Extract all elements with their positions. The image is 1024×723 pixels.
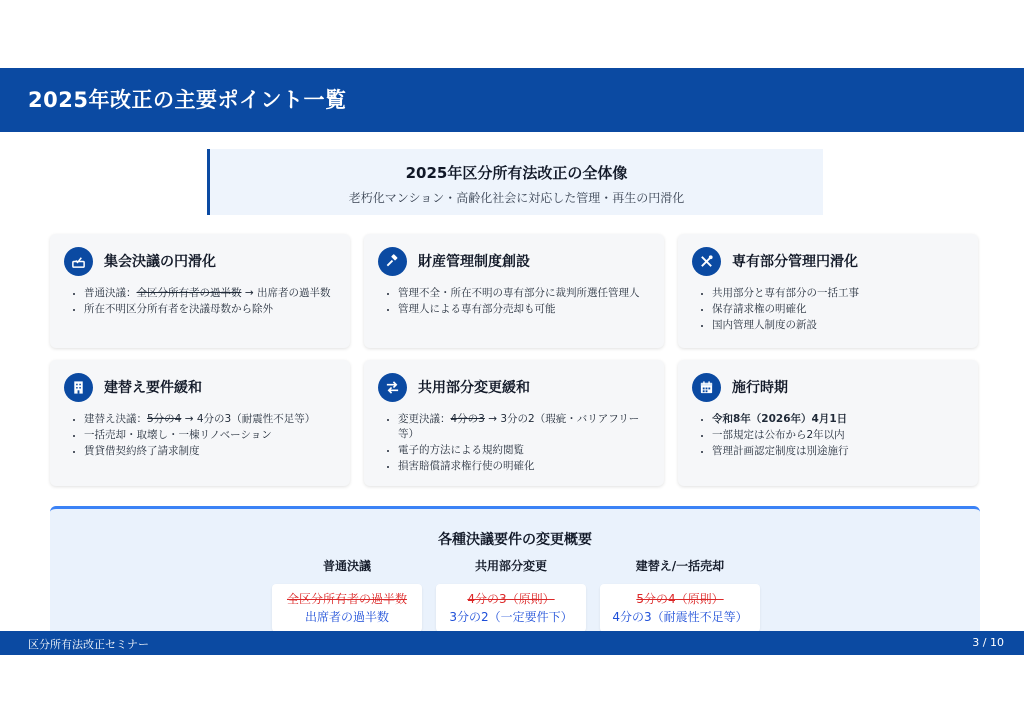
card-title: 財産管理制度創設 [418,254,530,270]
tools-icon [692,247,721,276]
card-bullet-list [692,286,964,333]
bullet-item: • 変更決議：4分の3 → 3分の2（瑕疵・バリアフリー等） [398,412,650,442]
bullet-item: • 共用部分と専有部分の一括工事 [712,286,964,301]
card-title: 施行時期 [732,380,788,396]
bullet-item: • 賃貸借契約終了請求制度 [84,444,336,459]
bullet-item: • 損害賠償請求権行使の明確化 [398,459,650,474]
slide [0,68,1024,655]
card-exclusive-area [678,234,978,348]
new-requirement: 出席者の過半数 [304,610,389,624]
slide-title: 2025年改正の主要ポイント一覧 [28,88,347,112]
summary-column-label: 共用部分変更 [474,559,547,573]
summary-column-rebuild [600,557,760,632]
card-meeting-resolution [50,234,350,348]
old-requirement: 全区分所有者の過半数 [286,592,407,606]
old-requirement: 4分の3（原則） [467,592,555,606]
summary-column-label: 普通決議 [322,559,371,573]
summary-column-common [436,557,586,632]
bullet-item: • 保存請求権の明確化 [712,302,964,317]
overview-subtitle: 老朽化マンション・高齢化社会に対応した管理・再生の円滑化 [348,191,685,205]
overview-title: 2025年区分所有法改正の全体像 [405,164,628,182]
bullet-item: • 所在不明区分所有者を決議母数から除外 [84,302,336,317]
card-header [692,246,964,276]
new-requirement: 3分の2（一定要件下） [449,610,573,624]
old-requirement: 5分の4（原則） [636,592,724,606]
card-header [64,246,336,276]
bullet-item: • 普通決議：全区分所有者の過半数 → 出席者の過半数 [84,286,336,301]
exchange-icon [378,373,407,402]
calendar-icon [692,373,721,402]
summary-title: 各種決議要件の変更概要 [438,532,592,548]
bullet-item: • 一括売却・取壊し・一棟リノベーション [84,428,336,443]
summary-value-box [272,584,422,632]
card-title: 共用部分変更緩和 [418,380,530,396]
card-bullet-list [378,412,650,474]
overview-box [207,149,823,215]
card-title: 集会決議の円滑化 [104,254,216,270]
card-bullet-list [64,412,336,459]
summary-column-label: 建替え/一括売却 [635,559,725,573]
summary-column-ordinary [272,557,422,632]
card-title: 専有部分管理円滑化 [732,254,858,270]
card-bullet-list [64,286,336,317]
bullet-item: • 令和8年（2026年）4月1日 [712,412,964,427]
bullet-item: • 管理計画認定制度は別途施行 [712,444,964,459]
summary-value-box [600,584,760,632]
card-effective-date [678,360,978,486]
page-number: 3 / 10 [972,636,1004,649]
bullet-item: • 建替え決議：5分の4 → 4分の3（耐震性不足等） [84,412,336,427]
bullet-item: • 一部規定は公布から2年以内 [712,428,964,443]
card-header [378,246,650,276]
gavel-icon [378,247,407,276]
summary-value-box [436,584,586,632]
new-requirement: 4分の3（耐震性不足等） [612,610,748,624]
bullet-item: • 国内管理人制度の新設 [712,318,964,333]
footer-seminar-name: 区分所有法改正セミナー [28,638,149,651]
ballot-icon [64,247,93,276]
slide-header [0,68,1024,132]
slide-footer [0,631,1024,655]
card-header [692,372,964,402]
card-header [64,372,336,402]
card-rebuilding [50,360,350,486]
card-bullet-list [378,286,650,317]
card-bullet-list [692,412,964,459]
card-title: 建替え要件緩和 [104,380,202,396]
bullet-item: • 電子的方法による規約閲覧 [398,443,650,458]
card-property-management [364,234,664,348]
card-common-area [364,360,664,486]
card-header [378,372,650,402]
bullet-item: • 管理人による専有部分売却も可能 [398,302,650,317]
bullet-item: • 管理不全・所在不明の専有部分に裁判所選任管理人 [398,286,650,301]
building-icon [64,373,93,402]
